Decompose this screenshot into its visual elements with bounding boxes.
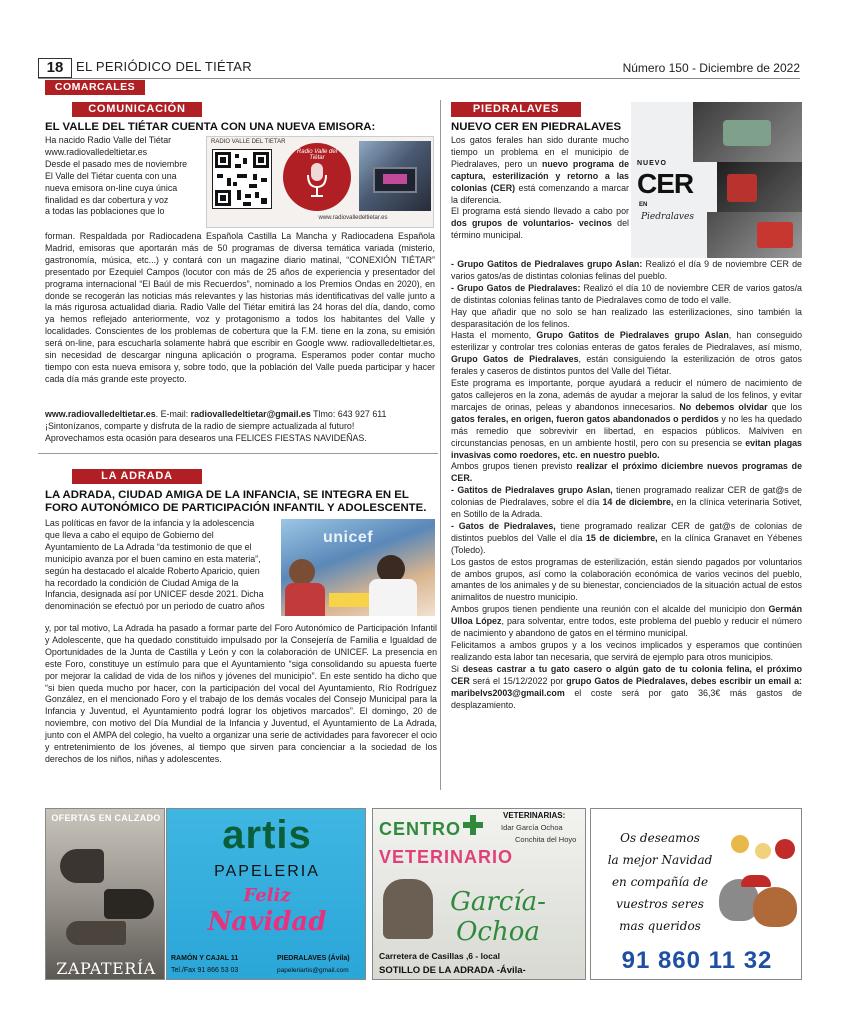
piedralaves-paragraph-11: Los gastos de estos programas de esterilización, están siendo pagados por voluntarios de ambos grupos, así como la colaboración económica de varios vecinos del pueblo, amantes de los animales y de su bienestar, concienciados de la situación actual de estos animalitos de nuestro municipio. <box>451 556 802 603</box>
adrada-intro <box>45 518 277 613</box>
artis-email: papeleriartis@gmail.com <box>277 967 349 974</box>
santa-hat-icon <box>741 875 771 887</box>
artis-address: RAMÓN Y CAJAL 11 <box>171 955 239 962</box>
artis-phone: Tel./Fax 91 866 53 03 <box>171 967 239 974</box>
comunicacion-closing-2: Aprovechamos esta ocasión para desearos una FELICES FIESTAS NAVIDEÑAS. <box>45 433 367 443</box>
sneaker-icon <box>66 921 126 945</box>
piedralaves-paragraph-4: - Grupo Gatos de Piedralaves: Realizó el día 10 de noviembre CER de varios gatos/a de distintas colonias felinas tanto de Piedralaves como de todo el valle. <box>451 282 802 305</box>
ornament-yellow-icon <box>755 843 771 859</box>
cer-label-en: EN <box>639 202 648 208</box>
unicef-children-photo <box>281 519 435 616</box>
zapateria-ad[interactable] <box>45 808 165 980</box>
comunicacion-body: forman. Respaldada por Radiocadena Española Castilla La Mancha y Radiocadena Española Madrid, emisoras que aportarán más de 50 programas de diversa temática variada (misterio, gastronomía, música, etc...) y contará con un magazine diario matinal, “CONEXIÓN TIÉTAR” presentado por Ezequiel Campos (locutor con más de 25 años de experiencia y presentador del programa internacional “El Baúl de mis Recuerdos”, nominado a los Premios Ondas en 2020), en donde se recogerán las noticias más relevantes y las historias más identificativas del valle junto a la más rigurosa actualidad diaria. Radio Valle del Tiétar emitirá las 24 horas del día, dando, como ya hemos reflejado anteriormente, voz y protagonismo a todos los habitantes del Valle y localidades. Conscientes de los problemas de cobertura que la F.M. tiene en la zona, su emisión será on-line, para escucharla solamente habrá que escribir en Google www. radiovalledeltietar.es, sin necesidad de descargar ninguna aplicación o programa. Esperamos poder contar mucho tiempo con esta nueva emisora y, sobre todo, que la población del Valle pueda participar y hacer cada día más grande este proyecto. <box>45 231 435 384</box>
section-divider <box>38 453 438 454</box>
radio-website-link[interactable]: www.radiovalledeltietar.es <box>45 409 156 419</box>
piedralaves-paragraph-5: Hay que añadir que no solo se han realizado las esterilizaciones, sino también la desparasitación de los felinos. <box>451 306 802 329</box>
piedralaves-paragraph-7: Este programa es importante, porque ayudará a reducir el número de nacimiento de gatos callejeros en la zona, además de ayudar a mejorar la salud de los felinos, y evitar marcajes de orinas, peleas y abandonos innecesarios. No debemos olvidar que los gatos ferales, en origen, fueron gatos abandonados o perdidos y no les ha quedado más remedio que sobrevivir en libertad, en espacios públicos. Malviven en circunstancias penosas, en un ambiente hostil, pero con su presencia se evitan plagas invasivas como roedores, etc. en nuestro pueblo. <box>451 378 802 460</box>
comunicacion-bar: COMUNICACIÓN <box>72 102 202 117</box>
comunicacion-title: EL VALLE DEL TIÉTAR CUENTA CON UNA NUEVA EMISORA: <box>45 121 376 133</box>
column-divider <box>440 100 441 790</box>
microphone-icon <box>305 161 329 201</box>
adrada-body: y, por tal motivo, La Adrada ha pasado a formar parte del Foro Autonómico de Participación Infantil y Adolescente, que ha quedado constituido impulsado por la Consejería de Familia e Igualdad de Oportunidades de la Junta de Castilla y León y con la colaboración de UNICEF. La presencia en este Foro, constituye un estímulo para que el Ayuntamiento “siga consolidando su apuesta fuerte por mejorar la calidad de vida de los niños y jóvenes del municipio”. En este sentido ha dicho que “si bien queda mucho por hacer, con la participación del vocal del Ayuntamiento, Río Rodríguez González, en el mencionado Foro y el trabajo de los demás vocales del Consejo Municipal para la Infancia y Juventud, el Ayuntamiento podrá lograr los objetivos marcados”. El domingo, 20 de noviembre, con motivo del Día Mundial de la Infancia y Juventud, el Ayuntamiento de La Adrada, junto con el AMPA del colegio, ha vuelto a organizar una serie de actividades para favorecer el ocio y entretenimiento de los jóvenes, al tiempo que sirven para concienciar a la sociedad de los derechos de los niños, niñas y adolescentes. <box>45 623 437 764</box>
radio-image-caption: RADIO VALLE DEL TIETAR <box>211 139 286 145</box>
intro-line: Infancia, designada así por UNICEF desde 2021. Dicha <box>45 589 264 600</box>
section-label: COMARCALES <box>45 80 145 95</box>
piedralaves-title: NUEVO CER EN PIEDRALAVES <box>451 121 622 133</box>
piedralaves-paragraph-9: - Gatitos de Piedralaves grupo Aslan, tienen programado realizar CER de gat@s de colonias de Piedralaves, sobre el día 14 de diciembre, en la clínica veterinaria Sotivet, en Sotillo de la Adrada. <box>451 485 803 520</box>
cat-photo-top <box>693 102 802 162</box>
veterinario-ad[interactable] <box>372 808 586 980</box>
artis-logo-text: artis <box>222 813 312 857</box>
zapateria-ad-title: ZAPATERÍA <box>56 959 156 978</box>
car-radio-photo <box>359 141 431 211</box>
piedralaves-paragraph-13: Felicitamos a ambos grupos y a los vecinos implicados y esperamos que continúen realizando esta labor tan necesaria, que servirá de ejemplo para otros municipios. <box>451 640 802 662</box>
intro-line: nueva emisora on-line cuya única <box>45 182 178 193</box>
page-number: 18 <box>38 58 72 78</box>
shoe-icon <box>60 849 104 883</box>
radio-image-url: www.radiovalledeltietar.es <box>318 215 388 221</box>
xmas-phone: 91 860 11 32 <box>621 947 773 974</box>
xmas-line: la mejor Navidad <box>607 853 713 867</box>
intro-line: denominación se efectuó por un periodo de cuatro años <box>45 601 265 612</box>
intro-line: municipio avanza por el buen camino en esta materia”, <box>45 553 261 564</box>
artis-feliz-text: Feliz <box>243 885 291 906</box>
intro-line: ha recordado la condición de Ciudad Amiga de la <box>45 577 239 588</box>
piedralaves-paragraph-14: Si deseas castrar a tu gato casero o algún gato de tu colonia felina, el próximo CER será el 15/12/2022 por grupo Gatos de Piedralaves, debes escribir un email a: maribelvs2003@gmail.com el coste será por gato 36,3€ más gastos de desplazamiento. <box>451 663 803 710</box>
piedralaves-body <box>451 259 802 711</box>
vet-staff-label: VETERINARIAS: <box>503 811 566 820</box>
intro-line: Ha nacido Radio Valle del Tiétar <box>45 135 172 145</box>
cer-cats-image <box>631 102 802 258</box>
radio-email-link[interactable]: radiovalledeltietar@gmail.es <box>190 409 311 419</box>
intro-line: según ha destacado el alcalde Roberto Aparicio, quien <box>45 565 260 576</box>
xmas-message <box>595 827 725 937</box>
intro-line: www.radiovalledeltietar.es <box>45 146 148 157</box>
piedralaves-intro <box>451 135 629 242</box>
comunicacion-intro <box>45 135 205 218</box>
vet-address: Carretera de Casillas ,6 - local <box>379 951 500 961</box>
piedralaves-paragraph-12: Ambos grupos tienen pendiente una reunión con el alcalde del municipio don Germán Ulloa López, para solventar, entre todos, este problema del pueblo y reducir el número de nacimiento y abandono de gatos en el término municipal. <box>451 604 802 639</box>
cer-label-top: NUEVO <box>637 160 667 167</box>
xmas-line: en compañía de <box>611 875 709 889</box>
piedralaves-paragraph-8: Ambos grupos tienen previsto realizar el próximo diciembre nuevos programas de CER. <box>451 461 802 484</box>
ornament-red-icon <box>775 839 795 859</box>
adrada-title: LA ADRADA, CIUDAD AMIGA DE LA INFANCIA, SE INTEGRA EN EL FORO AUTONÓMICO DE PARTICIPACIÓN INFANTIL Y ADOLESCENTE. <box>45 489 427 514</box>
vet-doctor-2: Conchita del Hoyo <box>515 835 577 844</box>
unicef-text: unicef <box>323 529 374 546</box>
cer-label-town: Piedralaves <box>641 212 694 222</box>
qr-code-icon <box>212 149 272 209</box>
ornament-gold-icon <box>731 835 749 853</box>
comunicacion-contact <box>45 409 435 421</box>
adrada-bar: LA ADRADA <box>72 469 202 484</box>
child-head <box>289 559 315 585</box>
artis-subtitle: PAPELERIA <box>214 863 320 880</box>
vet-doctor-1: Idar García Ochoa <box>501 823 563 832</box>
header-rule <box>38 78 800 79</box>
intro-line: que lleva a cabo el equipo de Gobierno del <box>45 529 214 540</box>
comunicacion-closing-1: ¡Sintonízanos, comparte y disfruta de la radio de siempre actualizada al futuro! <box>45 421 355 431</box>
medical-cross-icon <box>463 815 483 835</box>
email-label: . E-mail: <box>155 409 191 419</box>
piedralaves-paragraph-2: El programa está siendo llevado a cabo por dos grupos de voluntarios- vecinos del término municipal. <box>451 206 629 241</box>
intro-line: Las políticas en favor de la infancia y la adolescencia <box>45 518 255 528</box>
child-body <box>285 583 325 616</box>
cat-photo-middle <box>717 162 802 212</box>
vet-centro-text: CENTRO <box>379 819 461 839</box>
radio-logo-text: Radio Valle del Tiétar <box>296 149 338 161</box>
piedralaves-paragraph-1: Los gatos ferales han sido durante mucho tiempo un problema en el municipio de Piedralaves, pero un nuevo programa de captura, esterilización y retorno a las colonias (CER) está comenzando a marcar la diferencia. <box>451 135 630 205</box>
intro-line: Desde el pasado mes de noviembre <box>45 158 188 169</box>
piedralaves-paragraph-3: - Grupo Gatitos de Piedralaves grupo Aslan: Realizó el día 9 de noviembre CER de varios gatos/as de distintas colonias felinas del pueblo. <box>451 259 802 281</box>
xmas-line: vuestros seres <box>616 897 704 911</box>
zapateria-ad-offer: OFERTAS EN CALZADO <box>51 813 161 823</box>
intro-line: Ayuntamiento de La Adrada “da testimonio de que el <box>45 541 252 552</box>
carrier-icon <box>723 120 771 146</box>
red-carrier-icon <box>727 174 757 202</box>
piedralaves-paragraph-10: - Gatos de Piedralaves, tiene programado realizar CER de gat@s de colonias de distintos pueblos del Valle el día 15 de diciembre, en la clínica Granavet en Yébenes (Toledo). <box>451 520 803 555</box>
christmas-greeting-ad[interactable] <box>590 808 802 980</box>
newspaper-name: EL PERIÓDICO DEL TIÉTAR <box>76 59 252 74</box>
artis-navidad-text: Navidad <box>207 907 327 937</box>
intro-line: finalidad es dar cobertura y voz <box>45 194 169 205</box>
piedralaves-bar: PIEDRALAVES <box>451 102 581 117</box>
intro-line: El Valle del Tiétar cuenta con una <box>45 170 177 181</box>
artis-papeleria-ad[interactable] <box>166 808 366 980</box>
trap-icon <box>757 222 793 248</box>
radio-logo <box>283 143 351 211</box>
adult-body <box>369 579 417 616</box>
activity-paper <box>329 593 369 607</box>
xmas-line: mas queridos <box>619 919 701 933</box>
piedralaves-paragraph-6: Hasta el momento, Grupo Gatitos de Piedralaves grupo Aslan, han conseguido esterilizar y controlar tres colonias enteras de gatos ferales de Piedralaves, así mismo, Grupo Gatos de Piedralaves, están consiguiendo la esterilización de otros gatos ferales y caseros de distintos puntos del Valle del Tiétar. <box>451 330 802 377</box>
vet-veterinario-text: VETERINARIO <box>379 847 514 867</box>
xmas-line: Os deseamos <box>620 831 700 845</box>
intro-line: a todas las poblaciones que lo <box>45 206 165 217</box>
artis-town: PIEDRALAVES (Ávila) <box>277 955 350 962</box>
dog-icon <box>753 887 797 927</box>
cat-photo-bottom <box>707 212 802 258</box>
radio-phone: Tlmo: 643 927 611 <box>310 409 387 419</box>
vet-clinic-name: García-Ochoa <box>450 887 546 947</box>
vet-town: SOTILLO DE LA ADRADA -Ávila- <box>379 965 526 976</box>
radio-display <box>383 174 407 184</box>
issue-number: Número 150 - Diciembre de 2022 <box>622 61 800 75</box>
radio-promo-image <box>206 136 434 228</box>
cer-label-big: CER <box>637 168 694 199</box>
boot-icon <box>104 889 154 919</box>
